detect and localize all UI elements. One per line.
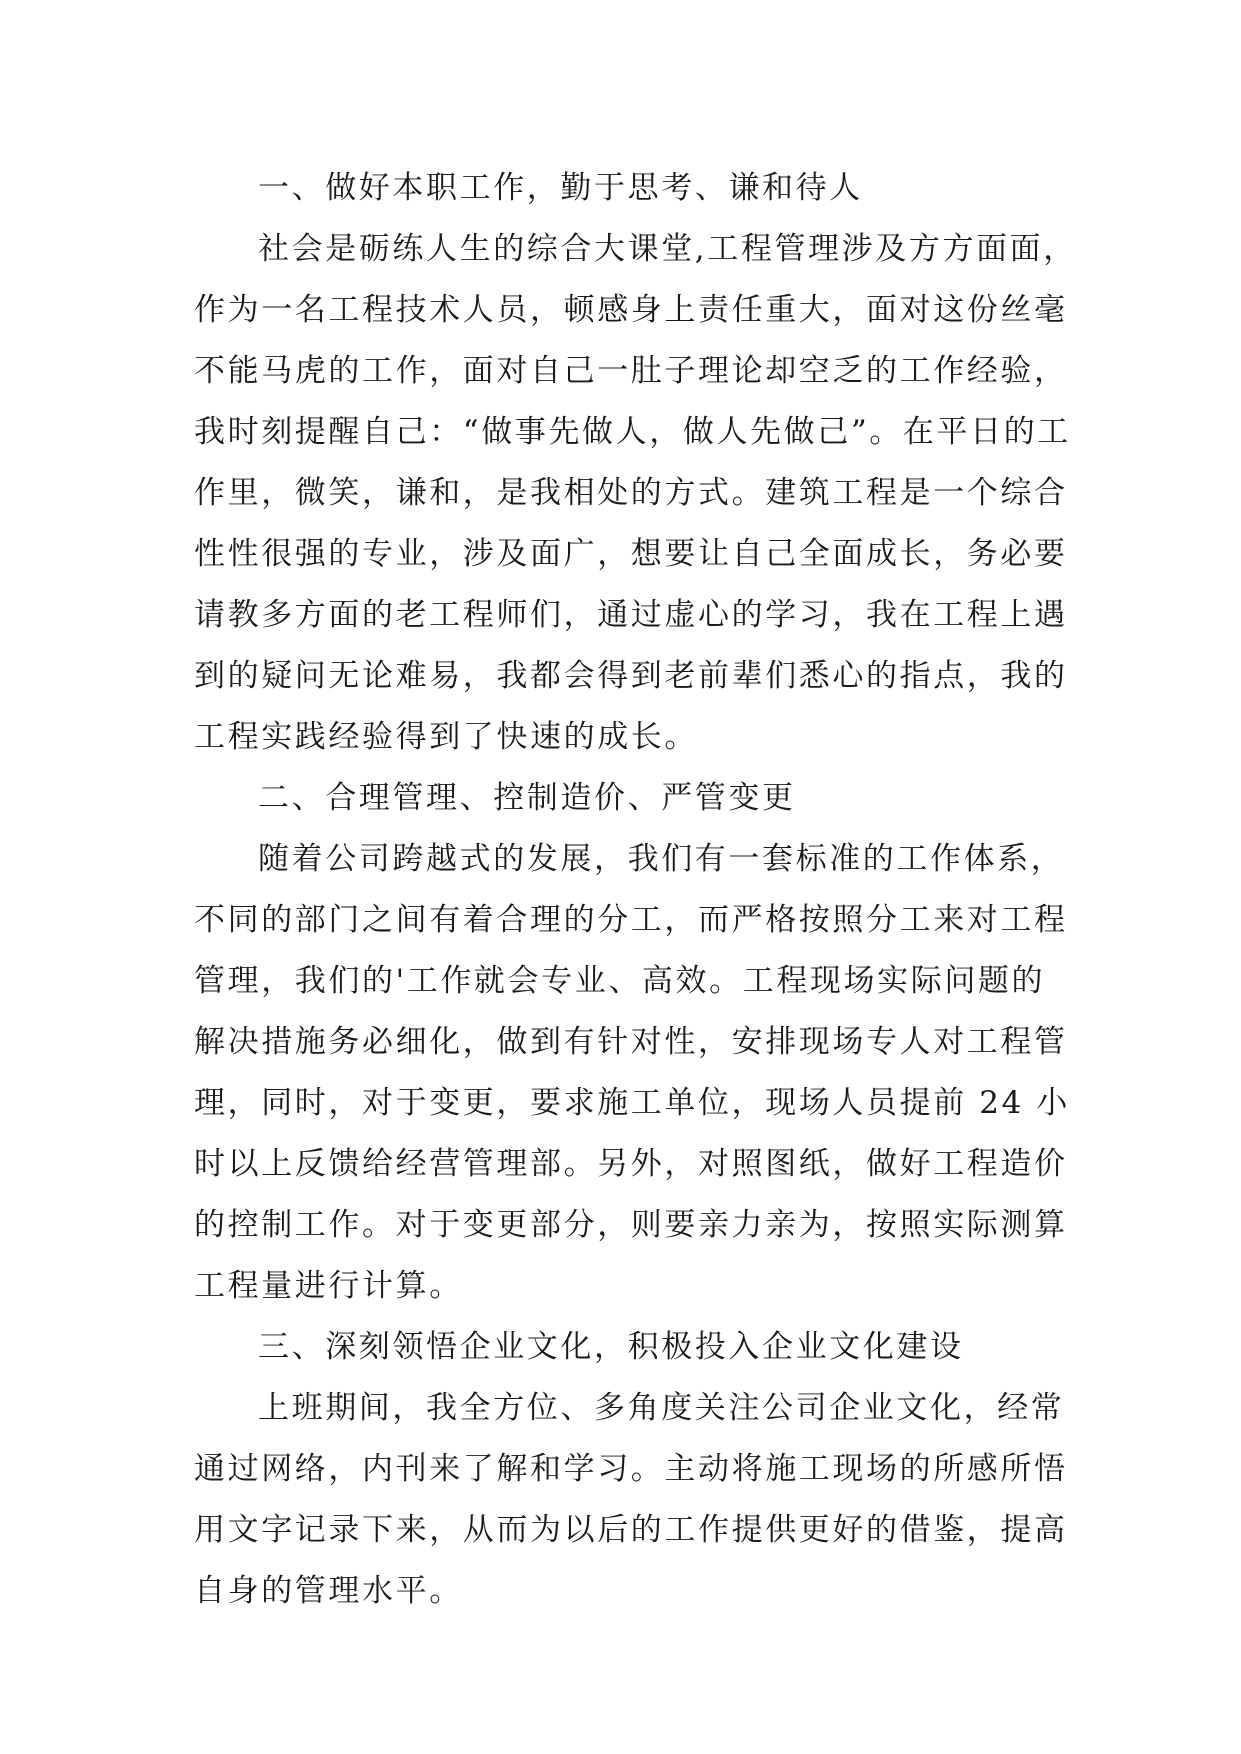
text-line: 作为一名工程技术人员，顿感身上责任重大，面对这份丝毫 [194, 292, 1068, 328]
text-line: 上班期间，我全方位、多角度关注公司企业文化，经常 [258, 1390, 1065, 1426]
text-line: 的控制工作。对于变更部分，则要亲力亲为，按照实际测算 [194, 1207, 1068, 1243]
document-body [194, 158, 1077, 1622]
text-line: 二、合理管理、控制造价、严管变更 [258, 780, 796, 816]
text-line: 解决措施务必细化，做到有针对性，安排现场专人对工程管 [194, 1024, 1068, 1060]
text-line: 不同的部门之间有着合理的分工，而严格按照分工来对工程 [194, 902, 1068, 938]
text-line: 理，同时，对于变更，要求施工单位，现场人员提前 24 小 [194, 1085, 1070, 1121]
text-line: 自身的管理水平。 [194, 1573, 463, 1609]
text-line: 工程量进行计算。 [194, 1268, 463, 1304]
text-line: 随着公司跨越式的发展，我们有一套标准的工作体系， [258, 841, 1065, 877]
text-line: 用文字记录下来，从而为以后的工作提供更好的借鉴，提高 [194, 1512, 1068, 1548]
text-line: 管理，我们的'工作就会专业、高效。工程现场实际问题的 [194, 963, 1046, 999]
text-line: 三、深刻领悟企业文化，积极投入企业文化建设 [258, 1329, 964, 1365]
text-line: 时以上反馈给经营管理部。另外，对照图纸，做好工程造价 [194, 1146, 1068, 1182]
text-line: 通过网络，内刊来了解和学习。主动将施工现场的所感所悟 [194, 1451, 1068, 1487]
text-line: 性性很强的专业，涉及面广，想要让自己全面成长，务必要 [194, 536, 1068, 572]
text-line: 不能马虎的工作，面对自己一肚子理论却空乏的工作经验， [194, 353, 1068, 389]
text-line: 到的疑问无论难易，我都会得到老前辈们悉心的指点，我的 [194, 658, 1068, 694]
text-line: 社会是砺练人生的综合大课堂,工程管理涉及方方面面， [258, 231, 1077, 267]
text-line: 请教多方面的老工程师们，通过虚心的学习，我在工程上遇 [194, 597, 1068, 633]
text-line: 作里，微笑，谦和，是我相处的方式。建筑工程是一个综合 [194, 475, 1068, 511]
text-line: 一、做好本职工作，勤于思考、谦和待人 [258, 170, 863, 206]
text-line: 工程实践经验得到了快速的成长。 [194, 719, 698, 755]
text-line: 我时刻提醒自己：“做事先做人，做人先做己”。在平日的工 [194, 414, 1071, 450]
